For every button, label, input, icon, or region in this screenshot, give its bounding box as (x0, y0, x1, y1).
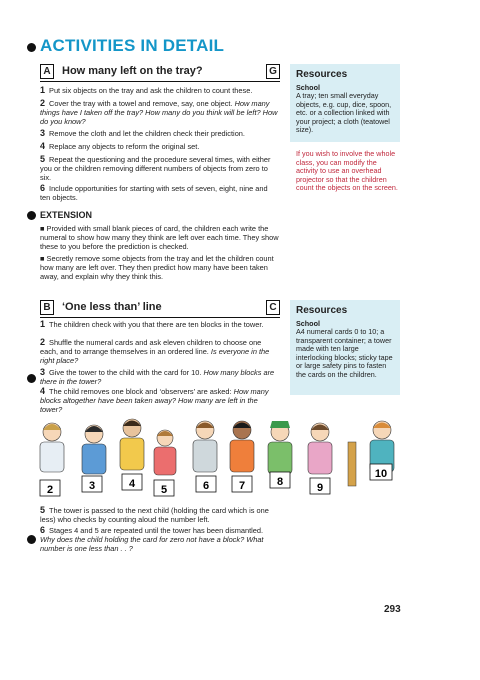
numeral-card (310, 478, 330, 494)
step: 1 The children check with you that there are ten blocks in the tower. (40, 319, 264, 329)
margin-bullet (27, 535, 36, 544)
step: 6 Include opportunities for starting with sets of seven, eight, nine and ten objects. (40, 183, 268, 202)
margin-bullet (27, 211, 36, 220)
step: 3 Remove the cloth and let the children check their prediction. (40, 128, 245, 138)
step: 3 Give the tower to the child with the card for 10. How many blocks are there in the tower? (40, 367, 275, 386)
numeral-card (270, 472, 290, 488)
step: 1 Put six objects on the tray and ask the children to count these. (40, 85, 253, 95)
child-figure (230, 421, 254, 472)
svg-text:7: 7 (238, 480, 246, 492)
section-corner-letter: G (266, 64, 280, 79)
numeral-card (370, 464, 392, 480)
svg-text:8: 8 (276, 476, 284, 488)
page-number: 293 (384, 604, 401, 615)
section-letter-box: A (40, 64, 54, 79)
resources-box (290, 300, 400, 395)
svg-text:6: 6 (202, 480, 210, 492)
svg-text:2: 2 (46, 484, 54, 496)
resources-title: Resources (296, 305, 348, 316)
section-a-heading (40, 64, 280, 80)
numeral-card (232, 476, 252, 492)
numeral-card (154, 480, 174, 496)
resources-body: A tray; ten small everyday objects, e.g. cup, dice, spoon, etc. or a collection linked with your project; a cloth (teatowel size). (296, 91, 392, 135)
step: 2 Shuffle the numeral cards and ask eleven children to choose one each, and to arrange themselves in an ordered line. Is everyone in the right place? (40, 337, 270, 365)
margin-bullet (27, 43, 36, 52)
svg-text:5: 5 (160, 484, 168, 496)
section-corner-letter: C (266, 300, 280, 315)
heading-rule (40, 81, 280, 82)
margin-bullet (27, 374, 36, 383)
child-figure (154, 430, 176, 475)
tip-note: If you wish to involve the whole class, you can modify the activity to use an overhead projector so that the children count the objects on the screen. (296, 149, 398, 193)
numeral-card (122, 474, 142, 490)
child-figure (120, 419, 144, 470)
svg-text:3: 3 (88, 480, 96, 492)
step: 2 Cover the tray with a towel and remove, say, one object. How many things have I taken off the tray? How many do you think will be left? How do you know? (40, 98, 278, 126)
section-letter-box: B (40, 300, 54, 315)
resources-body: A4 numeral cards 0 to 10; a transparent container; a tower made with ten large interlocking blocks; sticky tape or large safety pins to fasten the cards on the children. (296, 327, 393, 379)
numeral-card (196, 476, 216, 492)
resources-box (290, 64, 400, 142)
child-figure (193, 421, 217, 472)
step: 4 Replace any objects to reform the original set. (40, 141, 200, 151)
svg-text:10: 10 (374, 468, 388, 480)
children-line-illustration (30, 418, 410, 500)
resources-title: Resources (296, 69, 348, 80)
extension-item: ■ Provided with small blank pieces of card, the children each write the numeral to show how many they think are left over each time. They show these to you before the prediction is checked. (40, 224, 279, 251)
child-figure (40, 423, 64, 472)
extension-title: EXTENSION (40, 210, 93, 220)
numeral-card (82, 476, 102, 492)
resources-subtitle: School (296, 83, 320, 92)
section-b-heading (40, 300, 280, 316)
svg-text:9: 9 (316, 482, 324, 494)
step: 5 Repeat the questioning and the procedure several times, with either you or the children removing different numbers of objects from zero to six. (40, 154, 271, 182)
section-title: How many left on the tray? (62, 65, 203, 77)
heading-rule (40, 317, 280, 318)
step: 6 Stages 4 and 5 are repeated until the tower has been dismantled. Why does the child holding the card for zero not have a block? What number is one less than . . ? (40, 525, 264, 553)
step: 4 The child removes one block and ‘observers’ are asked: How many blocks altogether have been taken away? How many are left in the tower? (40, 386, 269, 414)
step: 5 The tower is passed to the next child (holding the card which is one less) who checks by counting aloud the number left. (40, 505, 269, 524)
child-figure (308, 423, 332, 474)
resources-subtitle: School (296, 319, 320, 328)
child-figure (268, 421, 292, 474)
page-title: ACTIVITIES IN DETAIL (40, 36, 225, 55)
numeral-card (40, 480, 60, 496)
child-figure (82, 425, 106, 474)
svg-text:4: 4 (128, 478, 136, 490)
section-title: ‘One less than’ line (62, 301, 162, 313)
extension-item: ■ Secretly remove some objects from the tray and let the children count how many are left over. They then predict how many have been taken away, and explain why they think this. (40, 254, 274, 281)
